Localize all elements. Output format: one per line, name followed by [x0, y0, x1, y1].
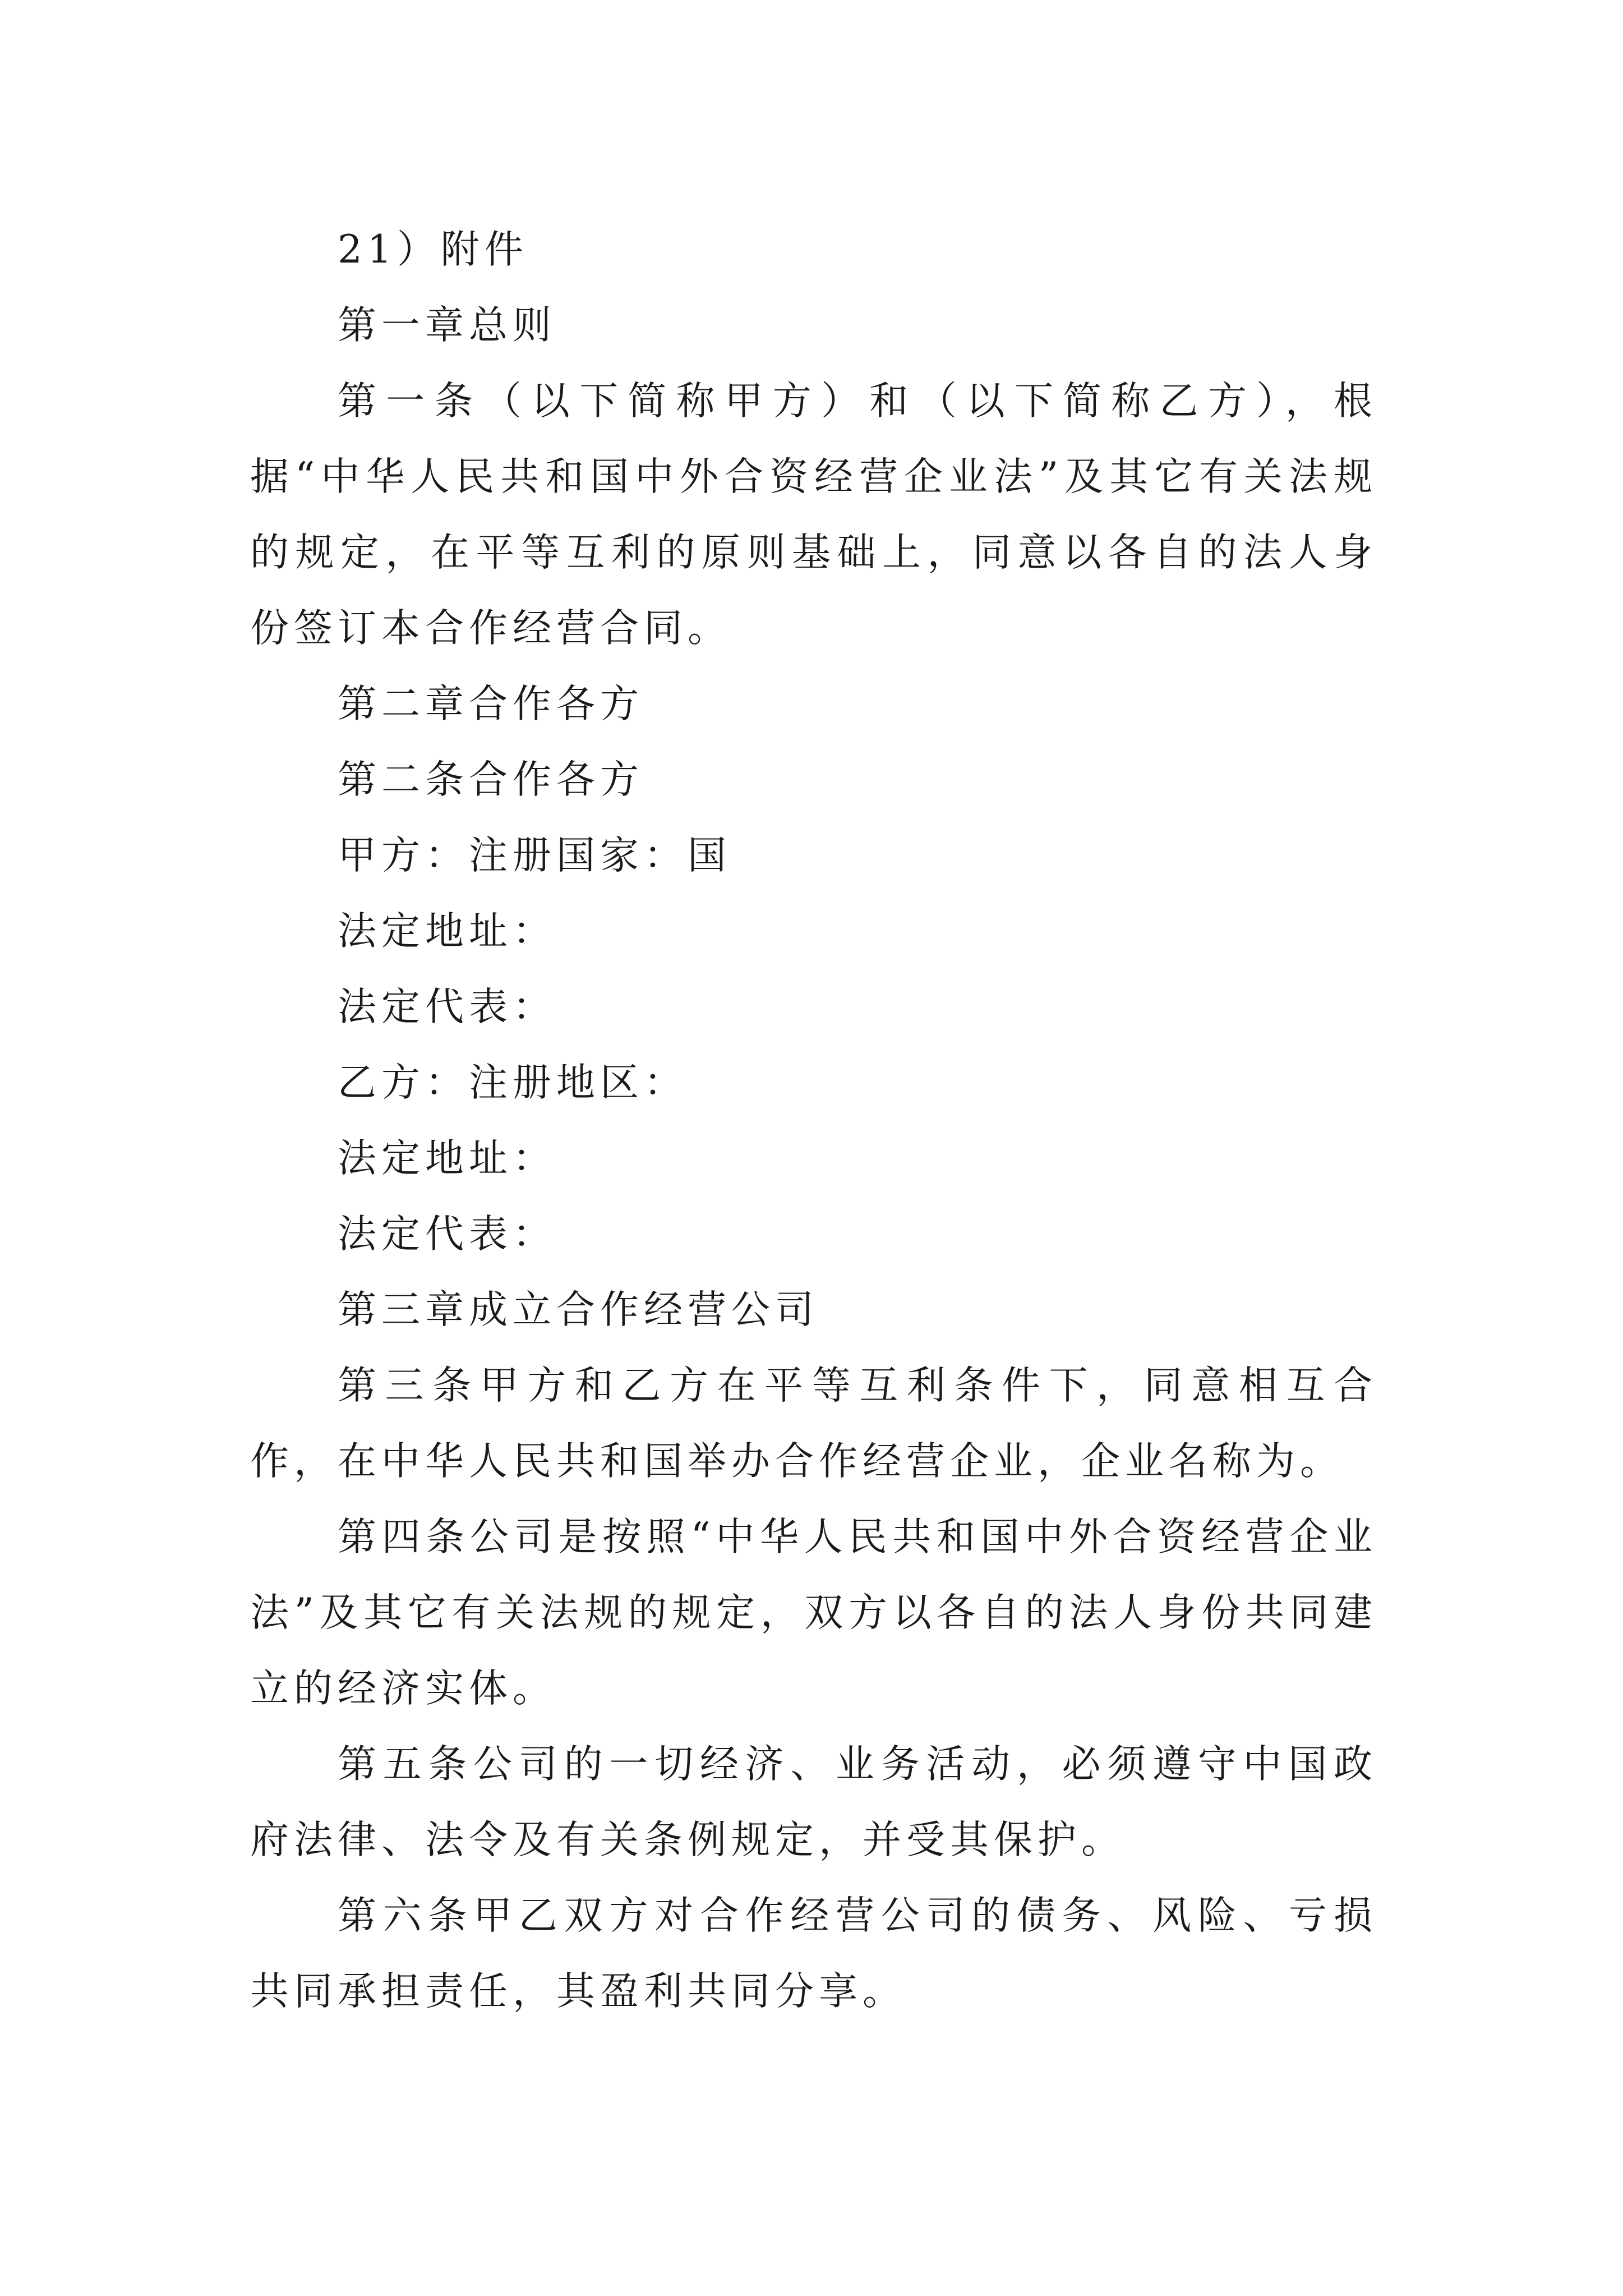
article-5-paragraph: 第五条公司的一切经济、业务活动，必须遵守中国政府法律、法令及有关条例规定，并受其保护。: [250, 1742, 1377, 1862]
document-body: [250, 212, 1377, 2030]
article-4-paragraph: 第四条公司是按照“中华人民共和国中外合资经营企业法”及其它有关法规的规定，双方以各自的法人身份共同建立的经济实体。: [250, 1515, 1377, 1711]
party-a-representative-line: 法定代表：: [338, 984, 556, 1029]
attachment-heading: 21）附件: [338, 227, 528, 272]
party-a-country-line: 甲方：注册国家：国: [338, 833, 731, 878]
article-1-paragraph: 第一条（以下简称甲方）和（以下简称乙方），根据“中华人民共和国中外合资经营企业法”及其它有关法规的规定，在平等互利的原则基础上，同意以各自的法人身份签订本合作经营合同。: [250, 379, 1377, 651]
chapter-3-heading: 第三章成立合作经营公司: [338, 1287, 819, 1332]
party-b-address-line: 法定地址：: [338, 1136, 556, 1181]
chapter-1-heading: 第一章总则: [338, 303, 556, 348]
article-2-heading: 第二条合作各方: [338, 757, 644, 802]
chapter-2-heading: 第二章合作各方: [338, 682, 644, 726]
party-b-region-line: 乙方：注册地区：: [338, 1060, 688, 1105]
party-a-address-line: 法定地址：: [338, 909, 556, 954]
article-3-paragraph: 第三条甲方和乙方在平等互利条件下，同意相互合作，在中华人民共和国举办合作经营企业，企业名称为。: [250, 1363, 1377, 1484]
party-b-representative-line: 法定代表：: [338, 1212, 556, 1257]
article-6-paragraph: 第六条甲乙双方对合作经营公司的债务、风险、亏损共同承担责任，其盈利共同分享。: [250, 1893, 1377, 2014]
